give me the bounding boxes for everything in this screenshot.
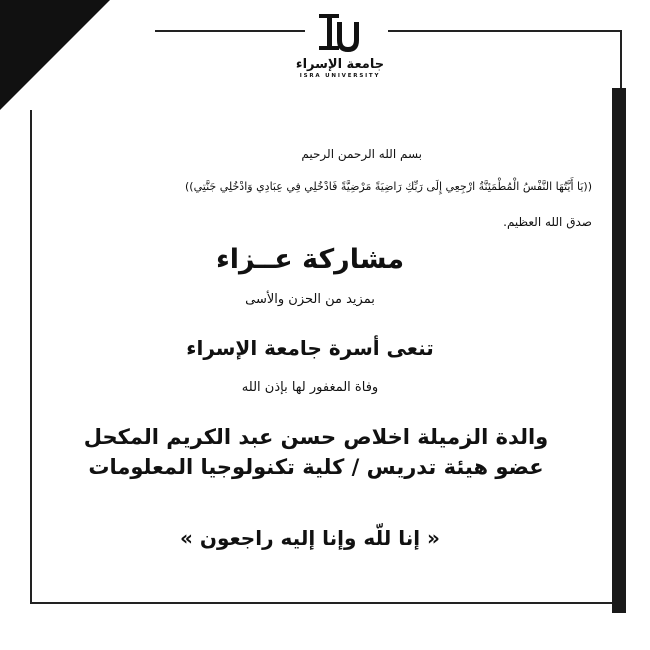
basmala: بسم الله الرحمن الرحيم <box>301 147 422 161</box>
frame-bottom-line <box>30 602 622 604</box>
university-logo <box>290 12 390 97</box>
frame-top-left-line <box>155 30 305 32</box>
university-emblem-icon <box>317 12 363 56</box>
staff-position-line: عضو هيئة تدريس / كلية تكنولوجيا المعلومات <box>88 455 544 479</box>
logo-arabic-name: جامعة الإسراء <box>295 57 385 72</box>
deceased-relation-line: والدة الزميلة اخلاص حسن عبد الكريم المكحل <box>83 425 549 449</box>
side-bar <box>612 88 626 613</box>
announcement-title: مشاركة عــزاء <box>215 244 405 275</box>
family-line: تنعى أسرة جامعة الإسراء <box>186 336 434 360</box>
frame-top-right-line <box>388 30 622 32</box>
sadaq-line: صدق الله العظيم. <box>503 215 592 229</box>
closing-phrase: « إنا للّه وإنا إليه راجعون » <box>180 526 440 550</box>
quran-verse: ((يَا أَيَّتُهَا النَّفْسُ الْمُطْمَئِنَّةُ ارْجِعِي إِلَى رَبِّكِ رَاضِيَةً مَرْضِيَّةً فَادْخُلِي فِي عِبَادِي وَادْخُلِي جَنَّتِي)) <box>185 180 592 193</box>
frame-left-line <box>30 110 32 604</box>
corner-triangle <box>0 0 110 110</box>
death-line: وفاة المغفور لها بإذن الله <box>241 380 379 395</box>
sorrow-line: بمزيد من الحزن والأسى <box>245 292 375 307</box>
logo-english-name: ISRA UNIVERSITY <box>299 73 381 79</box>
